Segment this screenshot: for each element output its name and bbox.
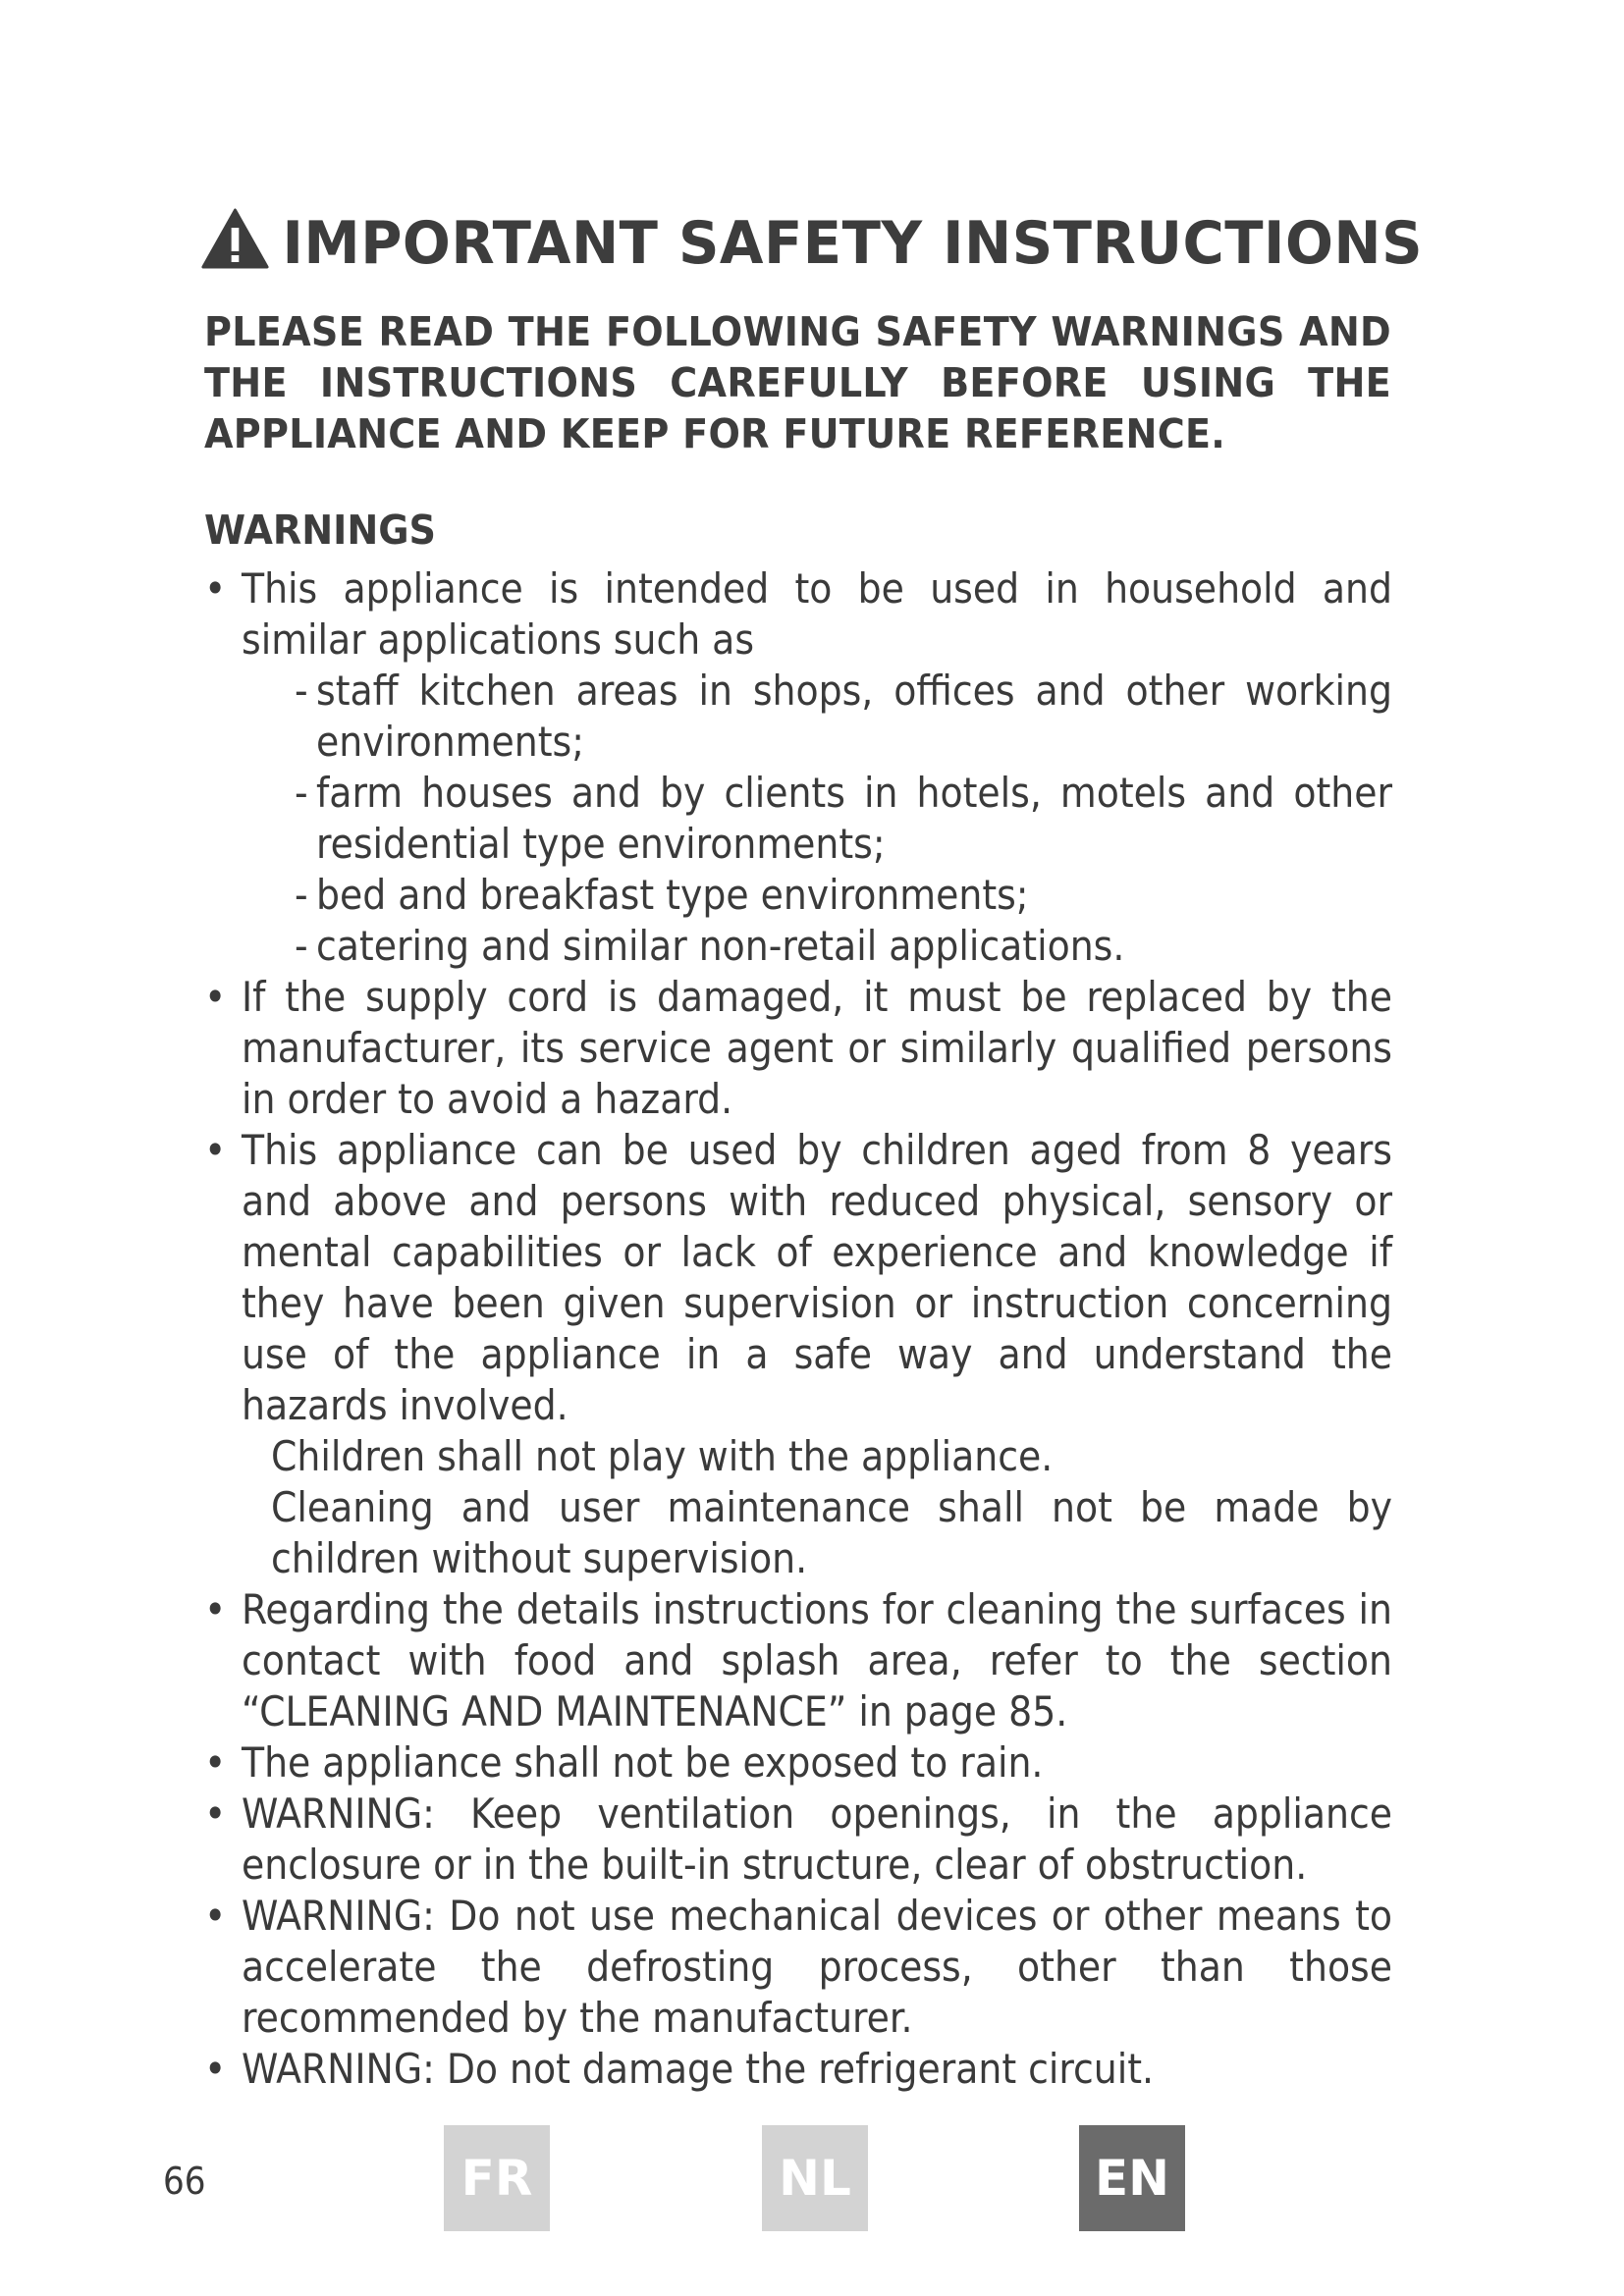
sub-list-item: - catering and similar non-retail applications.: [295, 921, 1392, 972]
list-item-text: This appliance can be used by children aged from 8 years and above and persons with reduced physical, sensory or mental capabilities or lack of experience and knowledge if they have been given supervision or instruction concerning use of the appliance in a safe way and understand the hazards involved.: [242, 1126, 1392, 1429]
warnings-heading: WARNINGS: [204, 507, 436, 554]
language-tab-en[interactable]: EN: [1079, 2125, 1185, 2231]
list-item: • WARNING: Do not damage the refrigerant circuit.: [204, 2044, 1392, 2095]
list-item: [204, 563, 1392, 972]
list-item: • WARNING: Do not use mechanical devices or other means to accelerate the defrosting process, other than those recommended by the manufacturer.: [204, 1891, 1392, 2044]
language-tab-fr[interactable]: FR: [444, 2125, 550, 2231]
list-item: • WARNING: Keep ventilation openings, in the appliance enclosure or in the built-in structure, clear of obstruction.: [204, 1789, 1392, 1891]
sub-list-item: - bed and breakfast type environments;: [295, 870, 1392, 921]
warning-triangle-icon: [201, 208, 269, 269]
warnings-list: [204, 563, 1392, 2095]
list-item-text: This appliance is intended to be used in household and similar applications such as: [242, 564, 1392, 664]
page-title: [32, 208, 1592, 278]
list-item-paragraph: Cleaning and user maintenance shall not be made by children without supervision.: [271, 1483, 1392, 1582]
list-item: • Regarding the details instructions for cleaning the surfaces in contact with food and splash area, refer to the section “CLEANING AND MAINTENANCE” in page 85.: [204, 1584, 1392, 1737]
sub-list-item: - farm houses and by clients in hotels, motels and other residential type environments;: [295, 768, 1392, 870]
page-number: 66: [163, 2160, 206, 2203]
page-title-text: IMPORTANT SAFETY INSTRUCTIONS: [282, 209, 1424, 278]
sub-list: [242, 666, 1392, 972]
sub-list-item: - staff kitchen areas in shops, offices and other working environments;: [295, 666, 1392, 768]
list-item: [204, 1125, 1392, 1584]
list-item: • If the supply cord is damaged, it must be replaced by the manufacturer, its service agent or similarly qualified persons in order to avoid a hazard.: [204, 972, 1392, 1125]
intro-text: PLEASE READ THE FOLLOWING SAFETY WARNINGS AND THE INSTRUCTIONS CAREFULLY BEFORE USING THE APPLIANCE AND KEEP FOR FUTURE REFERENCE.: [204, 308, 1391, 457]
list-item-paragraph: Children shall not play with the appliance.: [271, 1432, 1054, 1480]
list-item: • The appliance shall not be exposed to rain.: [204, 1737, 1392, 1789]
language-tab-nl[interactable]: NL: [762, 2125, 868, 2231]
